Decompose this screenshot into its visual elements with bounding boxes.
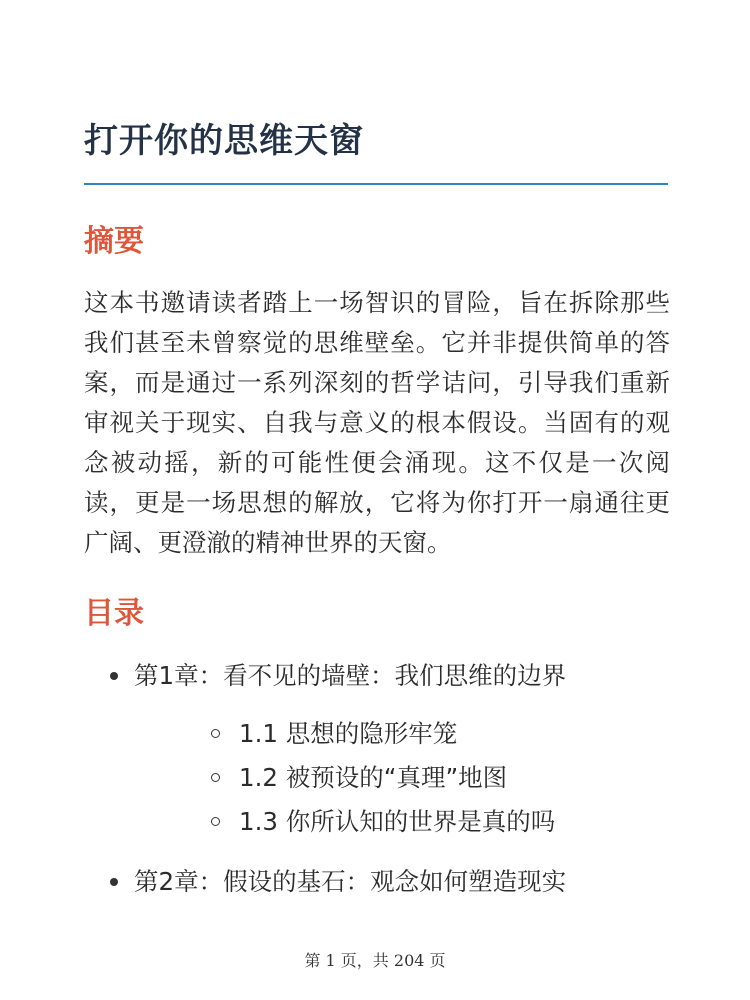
toc-chapter-1[interactable] [84, 656, 684, 844]
table-of-contents [84, 656, 684, 902]
toc-section-1-3[interactable] [185, 800, 684, 844]
section-label: 1.2 被预设的“真理”地图 [239, 763, 508, 792]
toc-section-1-2[interactable] [185, 756, 684, 800]
chapter-label: 第2章：假设的基石：观念如何塑造现实 [134, 867, 567, 896]
toc-section-1-1[interactable] [185, 712, 684, 756]
document-title: 打开你的思维天窗 [84, 121, 364, 161]
bullet-disc-icon [110, 672, 118, 680]
bullet-circle-icon [211, 817, 220, 826]
section-label: 1.3 你所认知的世界是真的吗 [239, 807, 556, 836]
chapter-1-sections [134, 712, 684, 844]
abstract-paragraph: 这本书邀请读者踏上一场智识的冒险，旨在拆除那些我们甚至未曾察觉的思维壁垒。它并非提供简单的答案，而是通过一系列深刻的哲学诘问，引导我们重新审视关于现实、自我与意义的根本假设。当固有的观念被动摇，新的可能性便会涌现。这不仅是一次阅读，更是一场思想的解放，它将为你打开一扇通往更广阔、更澄澈的精神世界的天窗。 [84, 288, 670, 557]
toc-heading: 目录 [84, 596, 144, 631]
bullet-circle-icon [211, 773, 220, 782]
toc-chapter-2[interactable] [84, 862, 684, 902]
abstract-heading: 摘要 [84, 224, 144, 259]
title-divider [84, 183, 668, 185]
bullet-circle-icon [211, 729, 220, 738]
bullet-disc-icon [110, 878, 118, 886]
chapter-label: 第1章：看不见的墙壁：我们思维的边界 [134, 661, 567, 690]
section-label: 1.1 思想的隐形牢笼 [239, 719, 458, 748]
page-number-footer: 第 1 页，共 204 页 [304, 951, 446, 970]
